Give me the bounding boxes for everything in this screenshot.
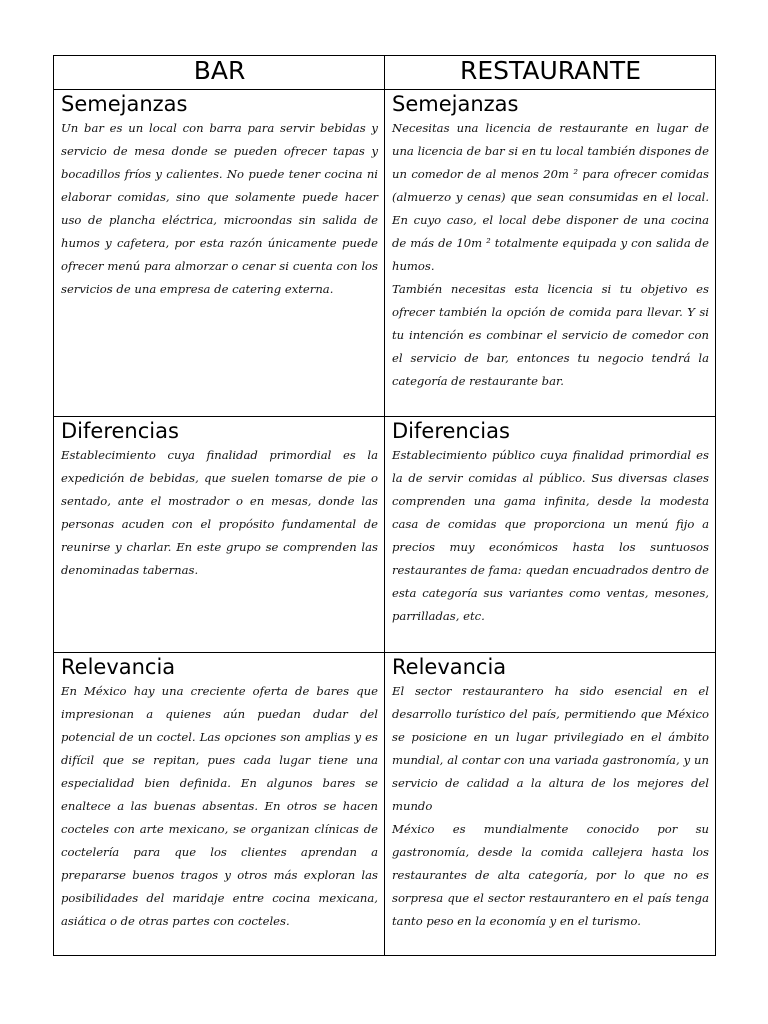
header-row <box>54 56 716 90</box>
section-text <box>61 444 378 582</box>
paragraph: Establecimiento cuya finalidad primordial es la expedición de bebidas, que suelen tomarse de pie o sentado, ante el mostrador o en mesas, donde las personas acuden con el propósito fundamental de reunirse y charlar. En este grupo se comprenden las denominadas tabernas. <box>61 448 378 577</box>
row-semejanzas <box>54 90 716 417</box>
section-title: Relevancia <box>61 655 176 679</box>
section-text <box>392 444 709 628</box>
row-diferencias <box>54 417 716 653</box>
section-title: Relevancia <box>392 655 507 679</box>
paragraph: Establecimiento público cuya finalidad primordial es la de servir comidas al público. Sus diversas clases comprenden una gama infinita, desde la modesta casa de comidas que proporciona un menú fijo a precios muy económicos hasta los suntuosos restaurantes de fama: quedan encuadrados dentro de esta categoría sus variantes como ventas, mesones, parrilladas, etc. <box>392 448 709 623</box>
paragraph: También necesitas esta licencia si tu objetivo es ofrecer también la opción de comida para llevar. Y si tu intención es combinar el servicio de comedor con el servicio de bar, entonces tu negocio tendrá la categoría de restaurante bar. <box>392 282 709 388</box>
section-text <box>392 117 709 393</box>
comparison-table <box>53 55 716 956</box>
section-title: Diferencias <box>61 419 179 443</box>
paragraph: Necesitas una licencia de restaurante en lugar de una licencia de bar si en tu local también dispones de un comedor de al menos 20m ² para ofrecer comidas (almuerzo y cenas) que sean consumidas en el local. En cuyo caso, el local debe disponer de una cocina de más de 10m ² totalmente equipada y con salida de humos. <box>392 121 709 273</box>
cell-restaurante-semejanzas <box>385 90 716 417</box>
paragraph: México es mundialmente conocido por su gastronomía, desde la comida callejera hasta los restaurantes de alta categoría, por lo que no es sorpresa que el sector restaurantero en el país tenga tanto peso en la economía y en el turismo. <box>392 822 709 928</box>
paragraph: En México hay una creciente oferta de bares que impresionan a quienes aún puedan dudar del potencial de un coctel. Las opciones son amplias y es difícil que se repitan, pues cada lugar tiene una especialidad bien definida. En algunos bares se enaltece a las buenas absentas. En otros se hacen cocteles con arte mexicano, se organizan clínicas de coctelería para que los clientes aprendan a prepararse buenos tragos y otros más exploran las posibilidades del maridaje entre cocina mexicana, asiática o de otras partes con cocteles. <box>61 684 378 928</box>
row-relevancia <box>54 653 716 956</box>
paragraph: El sector restaurantero ha sido esencial en el desarrollo turístico del país, permitiendo que México se posicione en un lugar privilegiado en el ámbito mundial, al contar con una variada gastronomía, y un servicio de calidad a la altura de los mejores del mundo <box>392 684 709 813</box>
section-text <box>392 680 709 933</box>
header-restaurante: RESTAURANTE <box>385 56 716 90</box>
header-bar: BAR <box>54 56 385 90</box>
cell-bar-semejanzas <box>54 90 385 417</box>
section-text <box>61 680 378 933</box>
section-title: Semejanzas <box>392 92 519 116</box>
cell-restaurante-diferencias <box>385 417 716 653</box>
cell-restaurante-relevancia <box>385 653 716 956</box>
section-text <box>61 117 378 301</box>
paragraph: Un bar es un local con barra para servir bebidas y servicio de mesa donde se pueden ofrecer tapas y bocadillos fríos y calientes. No puede tener cocina ni elaborar comidas, sino que solamente puede hacer uso de plancha eléctrica, microondas sin salida de humos y cafetera, por esta razón únicamente puede ofrecer menú para almorzar o cenar si cuenta con los servicios de una empresa de catering externa. <box>61 121 378 296</box>
cell-bar-diferencias <box>54 417 385 653</box>
section-title: Semejanzas <box>61 92 188 116</box>
cell-bar-relevancia <box>54 653 385 956</box>
section-title: Diferencias <box>392 419 510 443</box>
